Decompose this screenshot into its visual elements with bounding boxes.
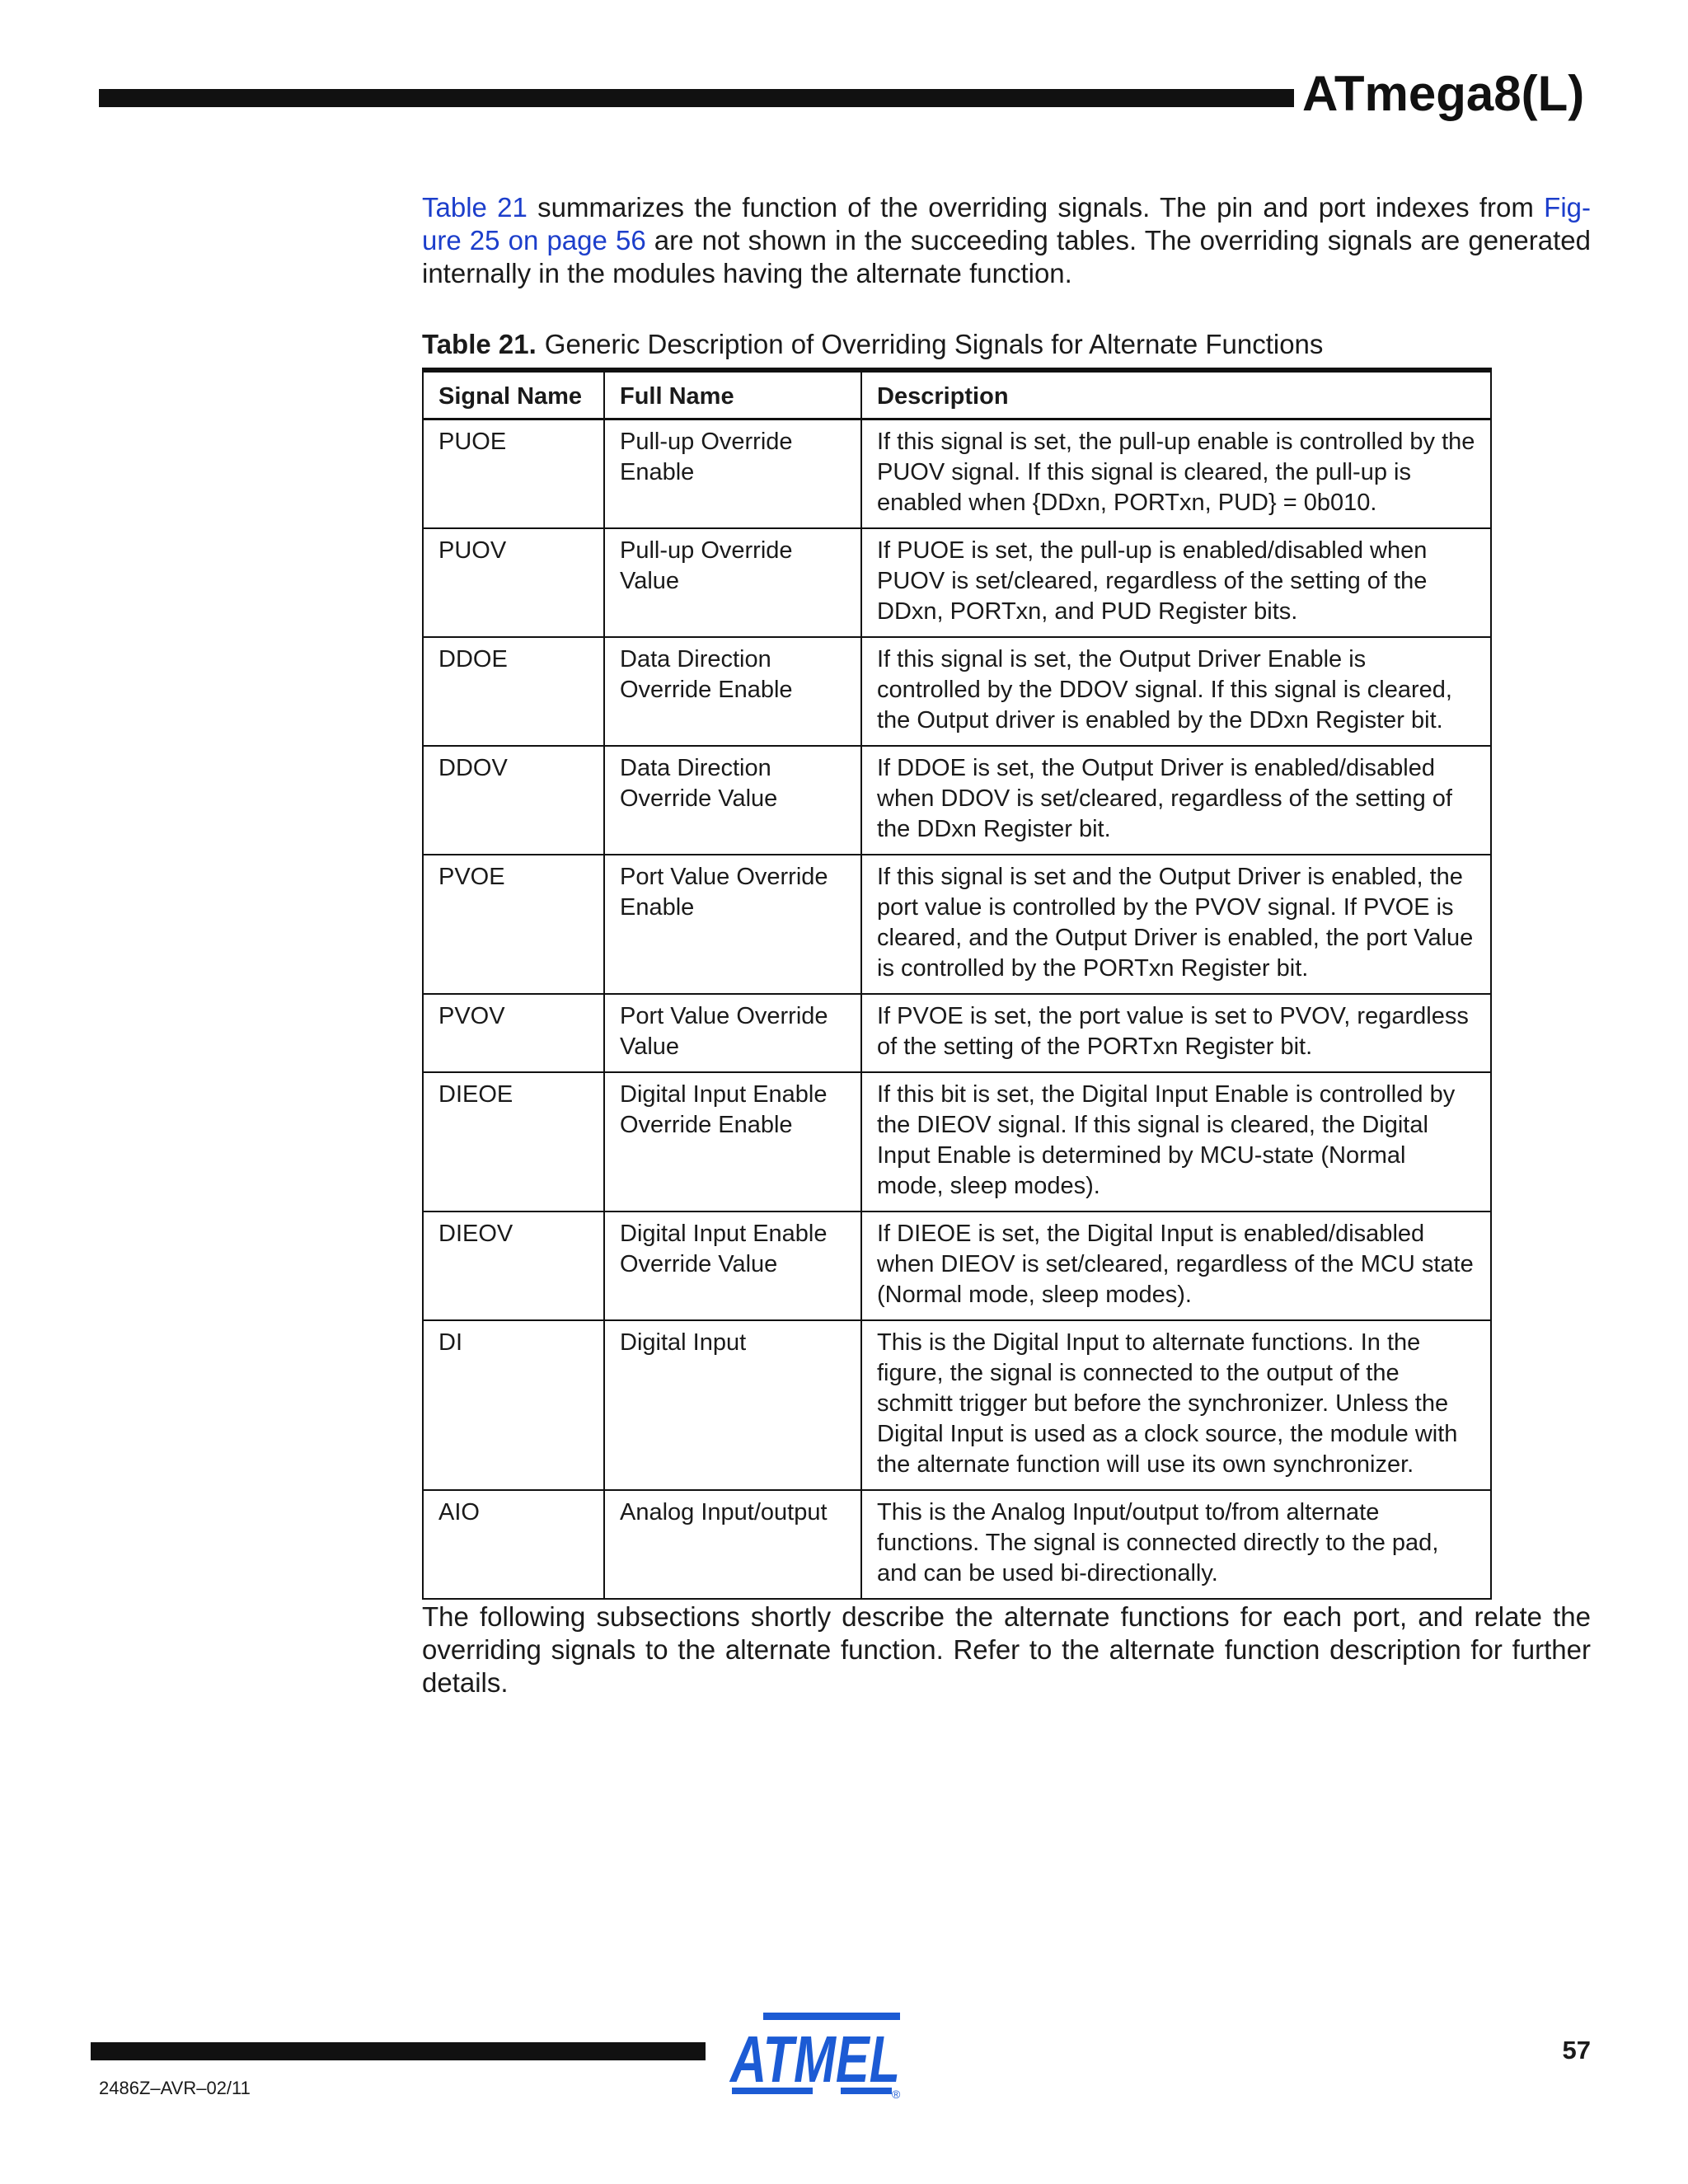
document-title: ATmega8(L) — [1302, 66, 1585, 121]
table-caption-number: Table 21. — [422, 329, 537, 359]
signal-name-cell: AIO — [423, 1490, 604, 1599]
signal-name-cell: DI — [423, 1320, 604, 1490]
table-row — [423, 1320, 1491, 1490]
table-row — [423, 1212, 1491, 1320]
description-cell: If this bit is set, the Digital Input Enable is controlled by the DIEOV signal. If this signal is cleared, the Digital Input Enable is determined by MCU-state (Normal mode, sleep modes). — [861, 1072, 1491, 1212]
table-row — [423, 637, 1491, 746]
description-cell: If this signal is set and the Output Driver is enabled, the port value is controlled by the PVOV signal. If PVOE is cleared, and the Output Driver is enabled, the port Value is controlled by the PORTxn Register bit. — [861, 855, 1491, 994]
full-name-cell: Port Value Override Enable — [604, 855, 861, 994]
full-name-cell: Data Direction Override Enable — [604, 637, 861, 746]
table-row — [423, 1072, 1491, 1212]
full-name-cell: Port Value Override Value — [604, 994, 861, 1072]
table-row — [423, 994, 1491, 1072]
signal-name-cell: DDOE — [423, 637, 604, 746]
signal-name-cell: PUOV — [423, 528, 604, 637]
full-name-cell: Pull-up Override Enable — [604, 419, 861, 529]
svg-text:®: ® — [892, 2088, 901, 2100]
signal-name-cell: PVOE — [423, 855, 604, 994]
closing-paragraph: The following subsections shortly describe the alternate functions for each port, and relate the overriding signals to the alternate function. Refer to the alternate function description for further details. — [422, 1601, 1591, 1698]
table-row — [423, 419, 1491, 529]
full-name-cell: Pull-up Override Value — [604, 528, 861, 637]
description-cell: If DIEOE is set, the Digital Input is enabled/disabled when DIEOV is set/cleared, regardless of the MCU state (Normal mode, sleep modes). — [861, 1212, 1491, 1320]
signal-name-cell: DDOV — [423, 746, 604, 855]
description-cell: If PVOE is set, the port value is set to PVOV, regardless of the setting of the PORTxn Register bit. — [861, 994, 1491, 1072]
table-caption — [422, 328, 1591, 361]
full-name-cell: Data Direction Override Value — [604, 746, 861, 855]
intro-paragraph — [422, 191, 1591, 290]
signal-name-cell: DIEOE — [423, 1072, 604, 1212]
description-cell: If this signal is set, the Output Driver Enable is controlled by the DDOV signal. If this signal is cleared, the Output driver is enabled by the DDxn Register bit. — [861, 637, 1491, 746]
footer-rule — [91, 2042, 706, 2060]
svg-text:ATMEL: ATMEL — [729, 2022, 900, 2096]
description-cell: If DDOE is set, the Output Driver is enabled/disabled when DDOV is set/cleared, regardless of the setting of the DDxn Register bit. — [861, 746, 1491, 855]
header-rule — [99, 89, 1294, 107]
document-code: 2486Z–AVR–02/11 — [99, 2078, 251, 2098]
description-cell: If PUOE is set, the pull-up is enabled/disabled when PUOV is set/cleared, regardless of the setting of the DDxn, PORTxn, and PUD Register bits. — [861, 528, 1491, 637]
signal-name-cell: PUOE — [423, 419, 604, 529]
table-row — [423, 528, 1491, 637]
table-row — [423, 746, 1491, 855]
table-row — [423, 855, 1491, 994]
table-caption-title: Generic Description of Overriding Signals for Alternate Functions — [544, 329, 1324, 359]
signal-name-cell: DIEOV — [423, 1212, 604, 1320]
description-cell: This is the Digital Input to alternate functions. In the figure, the signal is connected to the output of the schmitt trigger but before the synchronizer. Unless the Digital Input is used as a clock source, the module with the alternate function will use its own synchronizer. — [861, 1320, 1491, 1490]
header-signal-name: Signal Name — [423, 370, 604, 419]
intro-text-1: summarizes the function of the overriding signals. The pin and port indexes from — [527, 192, 1545, 223]
signal-name-cell: PVOV — [423, 994, 604, 1072]
atmel-logo — [725, 2011, 908, 2100]
overriding-signals-table — [422, 368, 1492, 1600]
full-name-cell: Digital Input — [604, 1320, 861, 1490]
full-name-cell: Digital Input Enable Override Value — [604, 1212, 861, 1320]
intro-text-2: are not shown in the succeeding tables. The overriding signals are generated internally in the modules having the alternate function. — [422, 225, 1591, 288]
figure-25-link[interactable]: Fig-ure 25 on page 56 — [422, 192, 1591, 255]
table-row — [423, 1490, 1491, 1599]
header-description: Description — [861, 370, 1491, 419]
description-cell: If this signal is set, the pull-up enable is controlled by the PUOV signal. If this signal is cleared, the pull-up is enabled when {DDxn, PORTxn, PUD} = 0b010. — [861, 419, 1491, 529]
header-full-name: Full Name — [604, 370, 861, 419]
page-number: 57 — [1562, 2036, 1591, 2064]
table-header-row — [423, 370, 1491, 419]
full-name-cell: Analog Input/output — [604, 1490, 861, 1599]
full-name-cell: Digital Input Enable Override Enable — [604, 1072, 861, 1212]
description-cell: This is the Analog Input/output to/from alternate functions. The signal is connected directly to the pad, and can be used bi-directionally. — [861, 1490, 1491, 1599]
table-21-link[interactable]: Table 21 — [422, 192, 528, 223]
